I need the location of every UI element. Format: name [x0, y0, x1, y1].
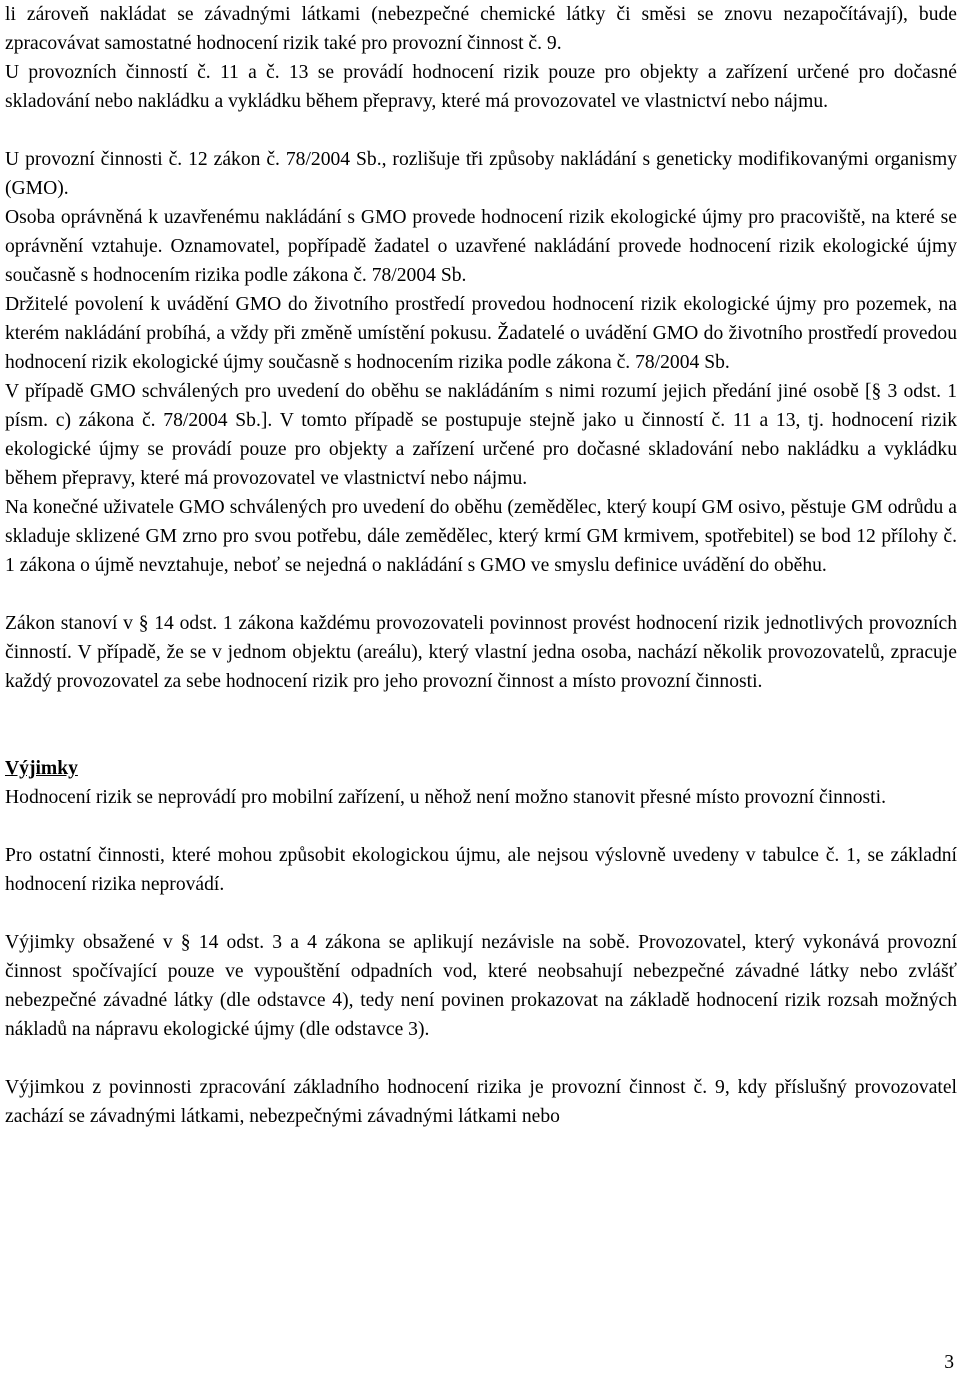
spacer: [5, 899, 957, 928]
paragraph-law-obligation: Zákon stanoví v § 14 odst. 1 zákona každému provozovateli povinnost provést hodnocení rizik jednotlivých provozních činností. V případě, že se v jednom objektu (areálu), který vlastní jedna osoba, nachází několik provozovatelů, zpracuje každý provozovatel za sebe hodnocení rizik pro jeho provozní činnost a místo provozní činnosti.: [5, 613, 957, 692]
page-number: 3: [944, 1352, 954, 1373]
paragraph-continuation: li zároveň nakládat se závadnými látkami (nebezpečné chemické látky či směsi se znovu nezapočítávají), bude zpracovávat samostatné hodnocení rizik také pro provozní činnost č. 9.: [5, 4, 957, 54]
paragraph-gmo-end-users: Na konečné uživatele GMO schválených pro uvedení do oběhu (zemědělec, který koupí GM osivo, pěstuje GM odrůdu a skladuje sklizené GM zrno pro svou potřebu, dále zemědělec, který krmí GM krmivem, spotřebitel) se bod 12 přílohy č. 1 zákona o újmě nevztahuje, neboť se nejedná o nakládání s GMO ve smyslu definice uvádění do oběhu.: [5, 497, 957, 576]
paragraph-exceptions-independent: Výjimky obsažené v § 14 odst. 3 a 4 zákona se aplikují nezávisle na sobě. Provozovatel, který vykonává provozní činnost spočívající pouze ve vypouštění odpadních vod, které neobsahují nebezpečné závadné látky nebo zvlášť nebezpečné závadné látky (dle odstavce 4), tedy není povinen prokazovat na základě hodnocení rizik rozsah možných nákladů na nápravu ekologické újmy (dle odstavce 3).: [5, 932, 957, 1040]
spacer: [5, 116, 957, 145]
paragraph-activities-11-13: U provozních činností č. 11 a č. 13 se provádí hodnocení rizik pouze pro objekty a zařízení určené pro dočasné skladování nebo nakládku a vykládku během přepravy, které má provozovatel ve vlastnictví nebo nájmu.: [5, 62, 957, 112]
spacer: [5, 580, 957, 609]
paragraph-exceptions-mobile: Hodnocení rizik se neprovádí pro mobilní zařízení, u něhož není možno stanovit přesné místo provozní činnosti.: [5, 787, 886, 808]
spacer: [5, 812, 957, 841]
paragraph-gmo-market: V případě GMO schválených pro uvedení do oběhu se nakládáním s nimi rozumí jejich předání jiné osobě [§ 3 odst. 1 písm. c) zákona č. 78/2004 Sb.]. V tomto případě se postupuje stejně jako u činností č. 11 a 13, tj. hodnocení rizik ekologické újmy se provádí pouze pro objekty a zařízení určené pro dočasné skladování nebo nakládku a vykládku během přepravy, které má provozovatel ve vlastnictví nebo nájmu.: [5, 381, 957, 489]
paragraph-exceptions-activity-9: Výjimkou z povinnosti zpracování základního hodnocení rizika je provozní činnost č. 9, kdy příslušný provozovatel zachází se závadnými látkami, nebezpečnými závadnými látkami nebo: [5, 1077, 957, 1127]
document-page: [5, 0, 957, 1131]
paragraph-gmo-release: Držitelé povolení k uvádění GMO do životního prostředí provedou hodnocení rizik ekologické újmy pro pozemek, na kterém nakládání probíhá, a vždy při změně umístění pokusu. Žadatelé o uvádění GMO do životního prostředí provedou hodnocení rizik ekologické újmy současně s hodnocením rizika podle zákona č. 78/2004 Sb.: [5, 294, 957, 373]
paragraph-gmo-contained-use: Osoba oprávněná k uzavřenému nakládání s GMO provede hodnocení rizik ekologické újmy pro pracoviště, na které se oprávnění vztahuje. Oznamovatel, popřípadě žadatel o uzavřené nakládání provede hodnocení rizik ekologické újmy současně s hodnocením rizika podle zákona č. 78/2004 Sb.: [5, 207, 957, 286]
spacer: [5, 1044, 957, 1073]
section-heading-exceptions: Výjimky: [5, 758, 78, 779]
paragraph-gmo-intro: U provozní činnosti č. 12 zákon č. 78/2004 Sb., rozlišuje tři způsoby nakládání s geneticky modifikovanými organismy (GMO).: [5, 149, 957, 199]
paragraph-exceptions-other: Pro ostatní činnosti, které mohou způsobit ekologickou újmu, ale nejsou výslovně uvedeny v tabulce č. 1, se základní hodnocení rizika neprovádí.: [5, 845, 957, 895]
spacer: [5, 696, 957, 754]
